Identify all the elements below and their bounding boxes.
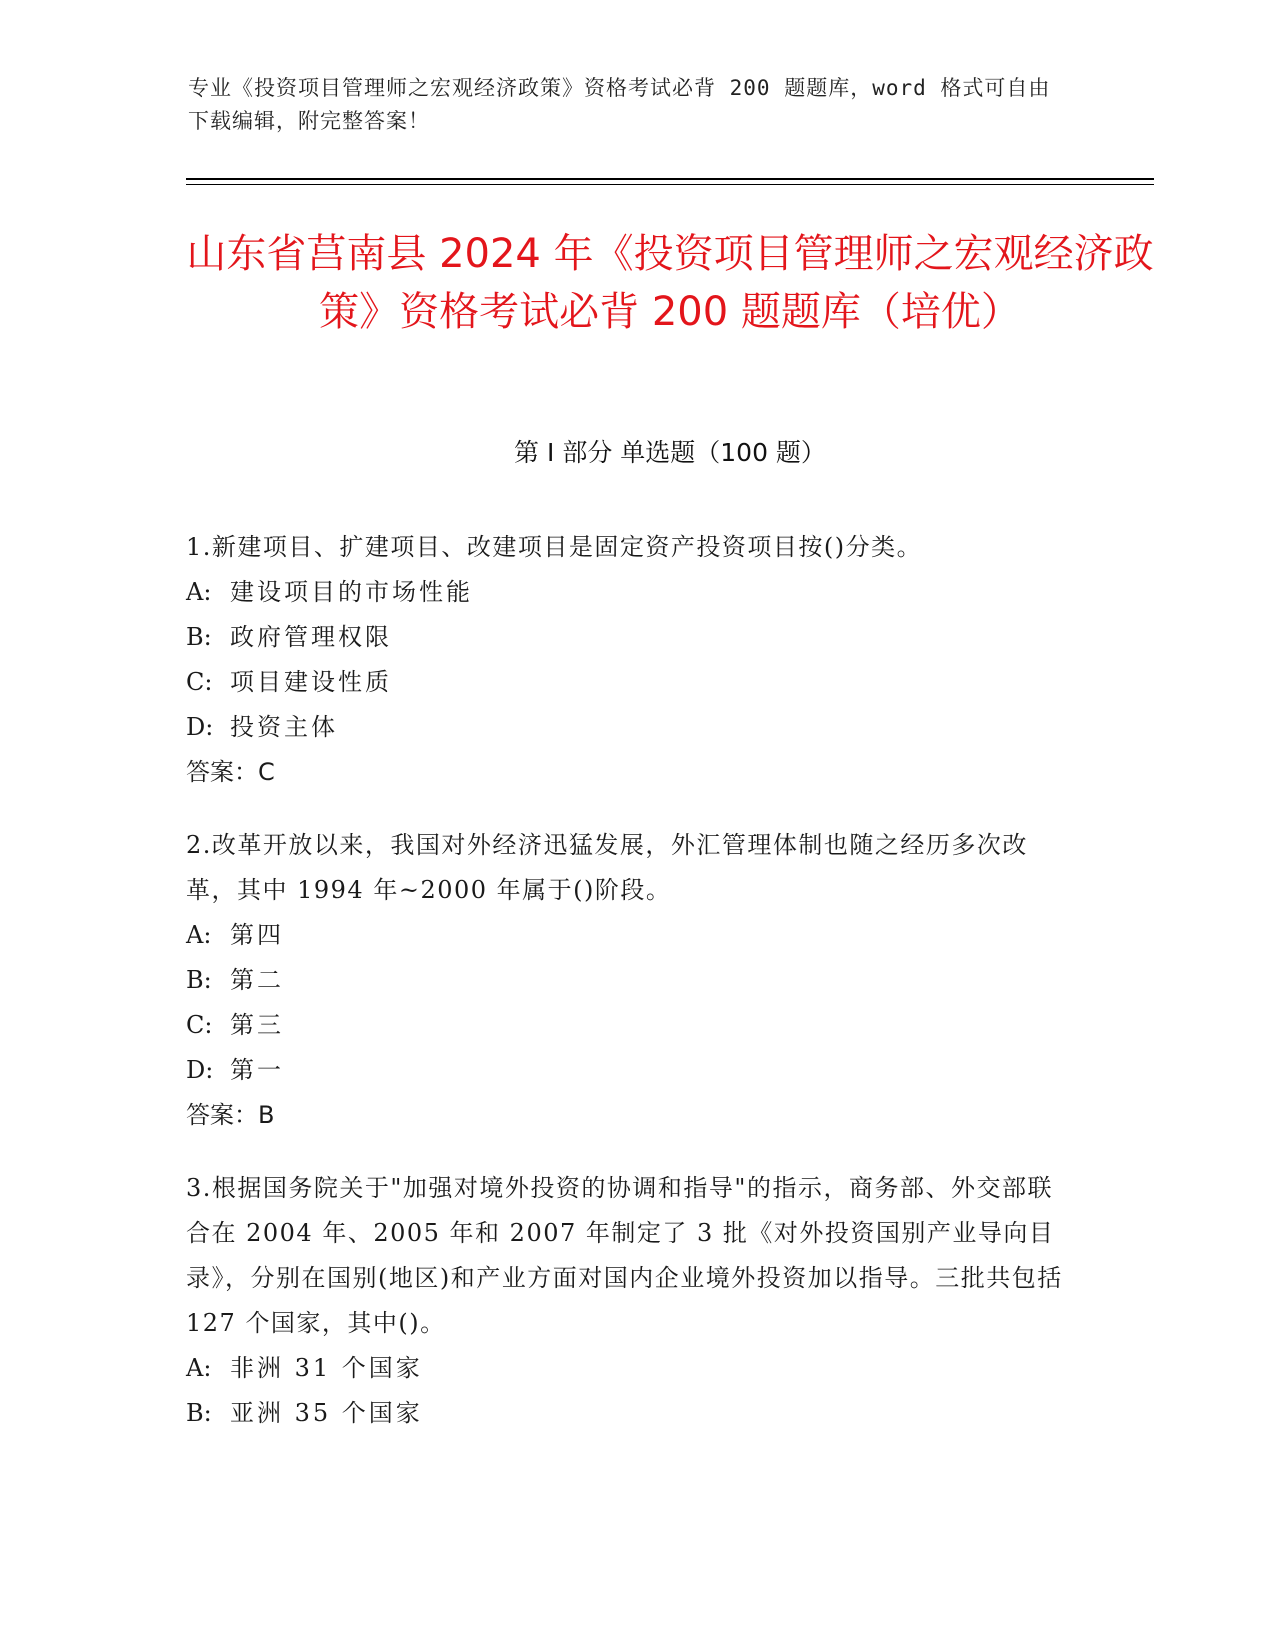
- question-text: 1.新建项目、扩建项目、改建项目是固定资产投资项目按()分类。: [186, 533, 923, 561]
- option-label: C:: [186, 668, 213, 696]
- option-label: B:: [186, 623, 212, 651]
- option-text: 政府管理权限: [230, 623, 392, 651]
- option-b: [186, 1391, 1066, 1436]
- answer: 答案：C: [186, 758, 275, 786]
- option-text: 第四: [230, 921, 284, 949]
- option-a: [186, 570, 1066, 615]
- header-divider-thin: [186, 184, 1154, 185]
- option-label: C:: [186, 1011, 213, 1039]
- option-c: [186, 1003, 1066, 1048]
- question-list: [186, 525, 1066, 1464]
- option-label: B:: [186, 1399, 212, 1427]
- option-c: [186, 660, 1066, 705]
- header-divider: [186, 178, 1154, 180]
- question-1: [186, 525, 1066, 795]
- option-label: A:: [186, 921, 212, 949]
- option-d: [186, 1048, 1066, 1093]
- option-text: 第二: [230, 966, 284, 994]
- option-b: [186, 958, 1066, 1003]
- option-label: B:: [186, 966, 212, 994]
- question-3: [186, 1166, 1066, 1436]
- option-text: 投资主体: [230, 713, 338, 741]
- document-title: 山东省莒南县 2024 年《投资项目管理师之宏观经济政策》资格考试必背 200 题题库（培优）: [186, 231, 1154, 335]
- answer: 答案：B: [186, 1101, 275, 1129]
- question-2: [186, 823, 1066, 1138]
- option-label: A:: [186, 1354, 212, 1382]
- section-title: 第 I 部分 单选题（100 题）: [514, 438, 826, 467]
- option-text: 第三: [230, 1011, 284, 1039]
- option-d: [186, 705, 1066, 750]
- header-note: 专业《投资项目管理师之宏观经济政策》资格考试必背 200 题题库，word 格式可自由下载编辑，附完整答案！: [188, 76, 1051, 133]
- option-b: [186, 615, 1066, 660]
- question-text: 2.改革开放以来，我国对外经济迅猛发展，外汇管理体制也随之经历多次改革，其中 1994 年~2000 年属于()阶段。: [186, 831, 1028, 904]
- option-a: [186, 1346, 1066, 1391]
- option-text: 建设项目的市场性能: [230, 578, 473, 606]
- option-label: A:: [186, 578, 212, 606]
- option-text: 项目建设性质: [230, 668, 392, 696]
- question-text: 3.根据国务院关于"加强对境外投资的协调和指导"的指示，商务部、外交部联合在 2004 年、2005 年和 2007 年制定了 3 批《对外投资国别产业导向目录》，分别在国别(地区)和产业方面对国内企业境外投资加以指导。三批共包括 127 个国家，其中()。: [186, 1174, 1063, 1337]
- option-a: [186, 913, 1066, 958]
- option-text: 亚洲 35 个国家: [230, 1399, 423, 1427]
- option-text: 非洲 31 个国家: [230, 1354, 423, 1382]
- option-text: 第一: [230, 1056, 284, 1084]
- option-label: D:: [186, 1056, 214, 1084]
- option-label: D:: [186, 713, 214, 741]
